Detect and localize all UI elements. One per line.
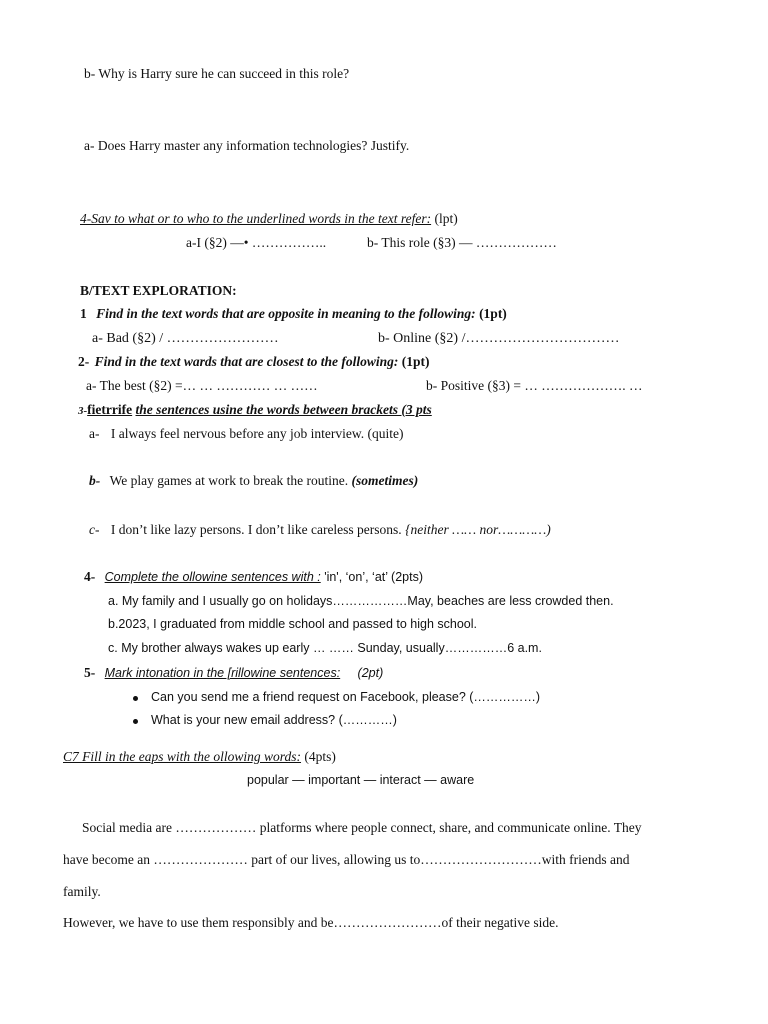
refer-heading: 4-Sav to what or to who to the underlined words in the text refer: [80,211,432,226]
b-q5-sentence-1: Can you send me a friend request on Facebook, please? (……………) [151,690,541,704]
b-q1-num: 1 [80,306,87,321]
b-q2 [78,354,430,370]
section-c-points: (4pts) [304,749,336,764]
b-q3-c-text: I don’t like lazy persons. I don’t like careless persons. [110,522,402,537]
b-q3-b [89,473,418,489]
b-q3 [78,402,432,418]
b-q1 [80,306,507,322]
paragraph-line-2: have become an ………………… part of our lives, allowing us to………………………with friends and [63,852,630,867]
b-q3-a-text: I always feel nervous before any job interview. (quite) [110,426,404,441]
b-q3-b-hint: (sometimes) [351,473,419,488]
b-q5-sentence-2: What is your new email address? (…………) [151,713,397,727]
b-q3-a [89,426,404,442]
b-q4-num: 4- [84,569,96,584]
b-q1-points: (1pt) [479,306,507,321]
paragraph-line-3: family. [63,884,101,899]
b-q5 [84,665,383,681]
b-q2-item-b: b- Positive (§3) = … ………………. … [426,378,643,393]
word-bank: popular — important — interact — aware [247,773,475,787]
b-q3-c [89,522,551,538]
b-q3-b-label: b- [89,473,101,488]
b-q4-item-c: c. My brother always wakes up early … …… Sunday, usually……………6 a.m. [108,641,542,655]
paragraph-line-4: However, we have to use them responsibly and be……………………of their negative side. [63,915,559,930]
b-q2-text: Find in the text wards that are closest to the following: [94,354,399,369]
bullet-icon [133,719,138,724]
refer-item-a: a-I (§2) —• …………….. [186,235,327,250]
refer-item-b: b- This role (§3) — ……………… [367,235,557,250]
b-q4 [84,569,423,585]
paragraph-line-1: Social media are ……………… platforms where people connect, share, and communicate online. They [82,820,642,835]
bullet-icon [133,696,138,701]
question-harry-technologies: a- Does Harry master any information technologies? Justify. [84,138,410,153]
b-q3-c-hint: {neither …… nor…………) [405,522,551,537]
b-q5-points: (2pt) [357,666,384,680]
b-q3-c-label: c- [89,522,100,537]
section-b-title: B/TEXT EXPLORATION: [80,283,237,298]
section-c [63,749,336,765]
b-q5-num: 5- [84,665,96,680]
b-q2-num: 2- [78,354,90,369]
b-q3-a-label: a- [89,426,100,441]
b-q4-item-b: b.2023, I graduated from middle school and passed to high school. [108,617,477,631]
b-q1-item-b: b- Online (§2) /…………………………… [378,331,620,346]
b-q2-item-a: a- The best (§2) =… … ………… … …… [86,378,318,393]
b-q4-options: 'in', ‘on’, ‘at’ (2pts) [320,570,423,584]
b-q3-word: fietrrife [87,402,133,417]
b-q3-text: the sentences usine the words between brackets (3 pts [135,402,432,417]
refer-points: (lpt) [434,211,458,226]
b-q4-text: Complete the ollowine sentences with : [104,570,321,584]
b-q4-item-a: a. My family and I usually go on holidays………………May, beaches are less crowded then. [108,594,614,608]
section-c-heading: C7 Fill in the eaps with the ollowing words: [63,749,302,764]
b-q5-text: Mark intonation in the [rillowine sentences: [104,666,341,680]
refer-question [80,211,458,227]
b-q2-points: (1pt) [401,354,430,369]
b-q1-item-a: a- Bad (§2) / …………………… [92,331,279,346]
question-harry-succeed: b- Why is Harry sure he can succeed in this role? [84,66,350,81]
b-q1-text: Find in the text words that are opposite in meaning to the following: [96,306,476,321]
b-q3-num: 3- [78,405,88,417]
b-q3-b-text: We play games at work to break the routine. [109,473,349,488]
